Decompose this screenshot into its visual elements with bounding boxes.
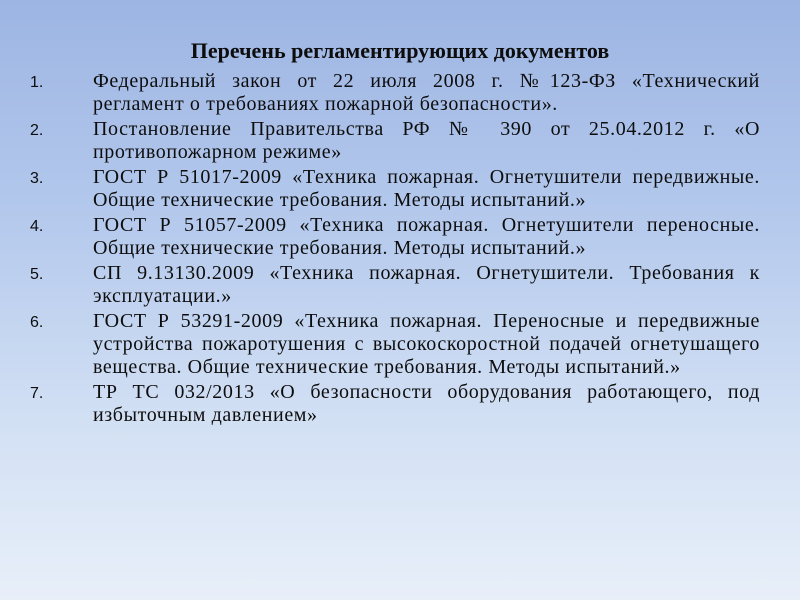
list-item — [30, 166, 760, 212]
list-item-number: 4. — [30, 218, 44, 235]
list-item — [30, 310, 760, 379]
list-item-number: 5. — [30, 266, 44, 283]
list-item-text: Федеральный закон от 22 июля 2008 г. №123-ФЗ «Технический регламент о требованиях пожарной безопасности». — [93, 70, 760, 115]
list-item-number: 6. — [30, 314, 44, 331]
list-item-text: ГОСТ Р 51017-2009 «Техника пожарная. Огнетушители передвижные. Общие технические требования. Методы испытаний.» — [93, 166, 760, 211]
list-item — [30, 70, 760, 116]
list-item-text: СП 9.13130.2009 «Техника пожарная. Огнетушители. Требования к эксплуатации.» — [93, 262, 760, 307]
list-item-text: ТР ТС 032/2013 «О безопасности оборудования работающего, под избыточным давлением» — [93, 381, 760, 426]
list-item — [30, 118, 760, 164]
list-item-number: 7. — [30, 385, 44, 402]
list-item — [30, 262, 760, 308]
list-item-number: 2. — [30, 122, 44, 139]
document-list — [30, 70, 760, 429]
list-item-text: ГОСТ Р 53291-2009 «Техника пожарная. Переносные и передвижные устройства пожаротушения с высокоскоростной подачей огнетушащего вещества. Общие технические требования. Методы испытаний.» — [93, 310, 760, 378]
list-item-number: 3. — [30, 170, 44, 187]
slide-title: Перечень регламентирующих документов — [190, 38, 610, 63]
list-item-text: Постановление Правительства РФ № 390 от 25.04.2012 г. «О противопожарном режиме» — [93, 118, 760, 163]
list-item — [30, 381, 760, 427]
list-item-text: ГОСТ Р 51057-2009 «Техника пожарная. Огнетушители переносные. Общие технические требования. Методы испытаний.» — [93, 214, 760, 259]
list-item — [30, 214, 760, 260]
list-item-number: 1. — [30, 74, 44, 91]
